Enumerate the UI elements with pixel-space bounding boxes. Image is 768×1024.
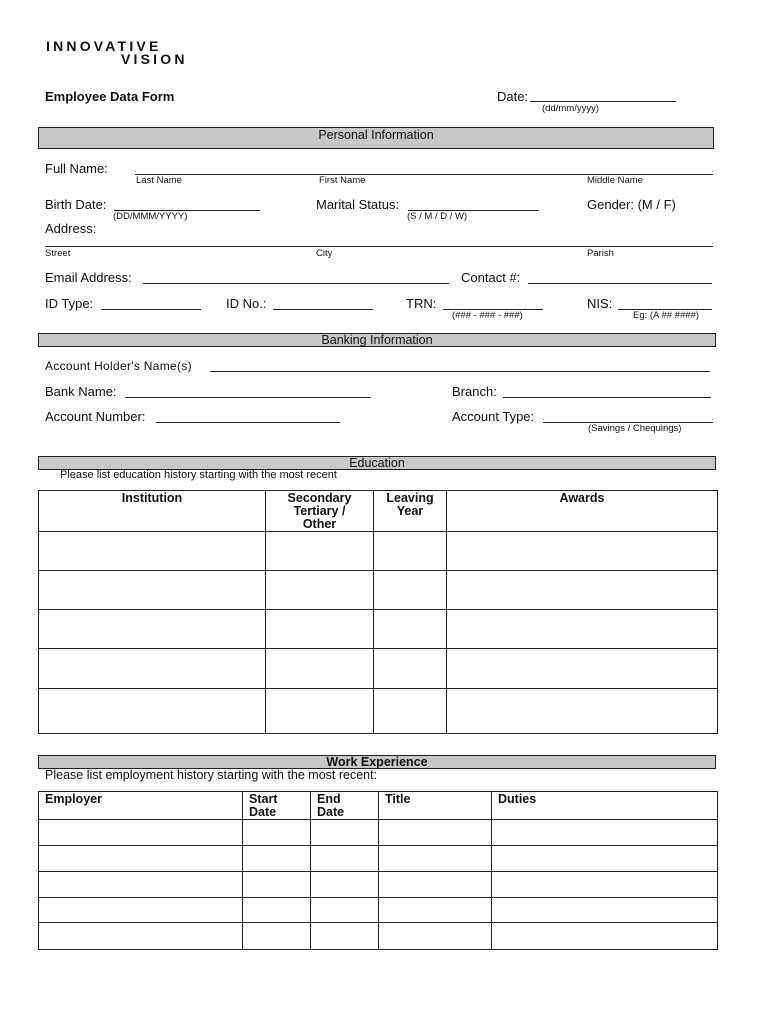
table-cell[interactable] — [492, 923, 718, 950]
education-col-level-line-1: Secondary — [287, 491, 352, 505]
table-row — [39, 649, 718, 689]
account-type-label: Account Type: — [452, 409, 535, 424]
table-cell[interactable] — [379, 923, 492, 950]
table-cell[interactable] — [311, 872, 379, 898]
education-col-institution: Institution — [39, 491, 266, 532]
branch-label: Branch: — [452, 384, 497, 399]
table-cell[interactable] — [374, 649, 447, 689]
table-cell[interactable] — [39, 610, 266, 649]
table-cell[interactable] — [447, 571, 718, 610]
work-instruction: Please list employment history starting with the most recent: — [45, 768, 378, 782]
table-cell[interactable] — [492, 898, 718, 923]
personal-info-header: Personal Information — [38, 127, 714, 149]
table-cell[interactable] — [311, 820, 379, 846]
logo-line-2: VISION — [121, 51, 188, 67]
table-cell[interactable] — [374, 610, 447, 649]
account-number-field[interactable] — [156, 422, 340, 423]
date-label: Date: — [497, 89, 529, 104]
trn-label: TRN: — [406, 296, 437, 311]
work-col-start-line-2: Date — [249, 805, 277, 819]
table-cell[interactable] — [39, 820, 243, 846]
work-col-end-date — [311, 792, 379, 820]
table-cell[interactable] — [374, 532, 447, 571]
table-cell[interactable] — [39, 923, 243, 950]
table-cell[interactable] — [492, 872, 718, 898]
table-row — [39, 820, 718, 846]
email-field[interactable] — [143, 283, 449, 284]
address-field[interactable] — [45, 246, 713, 247]
contact-field[interactable] — [528, 283, 712, 284]
account-holder-label: Account Holder's Name(s) — [45, 359, 192, 373]
table-cell[interactable] — [39, 872, 243, 898]
table-cell[interactable] — [379, 872, 492, 898]
work-col-employer: Employer — [39, 792, 243, 820]
marital-status-label: Marital Status: — [316, 197, 400, 212]
education-col-level — [266, 491, 374, 532]
education-col-level-line-3: Other — [302, 517, 337, 531]
table-cell[interactable] — [311, 846, 379, 872]
table-row — [39, 846, 718, 872]
table-cell[interactable] — [266, 532, 374, 571]
street-hint: Street — [45, 248, 71, 259]
last-name-hint: Last Name — [136, 175, 182, 186]
birth-date-label: Birth Date: — [45, 197, 107, 212]
education-header: Education — [38, 456, 716, 470]
table-cell[interactable] — [39, 571, 266, 610]
middle-name-hint: Middle Name — [587, 175, 643, 186]
parish-hint: Parish — [587, 248, 614, 259]
table-row — [39, 898, 718, 923]
table-cell[interactable] — [243, 846, 311, 872]
work-col-start-line-1: Start — [249, 792, 278, 806]
table-cell[interactable] — [243, 898, 311, 923]
nis-label: NIS: — [587, 296, 613, 311]
account-type-hint: (Savings / Chequings) — [588, 423, 682, 434]
work-col-end-line-1: End — [317, 792, 341, 806]
gender-label[interactable]: Gender: (M / F) — [587, 197, 676, 212]
table-cell[interactable] — [447, 689, 718, 734]
table-cell[interactable] — [492, 846, 718, 872]
form-title: Employee Data Form — [45, 89, 175, 104]
address-label: Address: — [45, 221, 97, 236]
table-row — [39, 532, 718, 571]
id-no-label: ID No.: — [226, 296, 267, 311]
work-col-end-line-2: Date — [317, 805, 345, 819]
education-col-year-line-1: Leaving — [386, 491, 434, 505]
education-col-level-line-2: Tertiary / — [293, 504, 346, 518]
logo-line-1: INNOVATIVE — [46, 38, 162, 54]
bank-name-field[interactable] — [125, 397, 371, 398]
education-col-awards: Awards — [447, 491, 718, 532]
table-cell[interactable] — [39, 846, 243, 872]
table-cell[interactable] — [39, 898, 243, 923]
branch-field[interactable] — [503, 397, 711, 398]
table-cell[interactable] — [379, 846, 492, 872]
table-cell[interactable] — [266, 610, 374, 649]
table-cell[interactable] — [39, 532, 266, 571]
table-cell[interactable] — [374, 571, 447, 610]
table-row — [39, 571, 718, 610]
work-col-duties: Duties — [492, 792, 718, 820]
table-cell[interactable] — [447, 649, 718, 689]
trn-hint: (### - ### - ###) — [452, 310, 523, 321]
table-row — [39, 923, 718, 950]
date-hint: (dd/mm/yyyy) — [542, 103, 599, 114]
marital-status-hint: (S / M / D / W) — [407, 211, 468, 222]
work-col-start-date — [243, 792, 311, 820]
bank-name-label: Bank Name: — [45, 384, 117, 399]
table-cell[interactable] — [243, 872, 311, 898]
education-col-year — [374, 491, 447, 532]
table-cell[interactable] — [243, 820, 311, 846]
table-cell[interactable] — [266, 571, 374, 610]
id-type-field[interactable] — [101, 309, 201, 310]
work-header-row — [39, 792, 718, 820]
date-field[interactable] — [530, 101, 676, 102]
id-type-label: ID Type: — [45, 296, 94, 311]
full-name-label: Full Name: — [45, 161, 108, 176]
table-cell[interactable] — [39, 689, 266, 734]
banking-info-header: Banking Information — [38, 333, 716, 347]
table-cell[interactable] — [243, 923, 311, 950]
first-name-hint: First Name — [319, 175, 366, 186]
work-col-title: Title — [379, 792, 492, 820]
birth-date-hint: (DD/MMM/YYYY) — [113, 211, 188, 222]
table-cell[interactable] — [379, 820, 492, 846]
table-cell[interactable] — [311, 923, 379, 950]
work-table — [38, 791, 718, 950]
table-row — [39, 689, 718, 734]
table-row — [39, 610, 718, 649]
education-instruction: Please list education history starting with the most recent — [60, 469, 337, 481]
id-no-field[interactable] — [273, 309, 373, 310]
table-cell[interactable] — [374, 689, 447, 734]
table-cell[interactable] — [39, 649, 266, 689]
table-cell[interactable] — [379, 898, 492, 923]
city-hint: City — [316, 248, 333, 259]
contact-label: Contact #: — [461, 270, 521, 285]
table-cell[interactable] — [447, 610, 718, 649]
account-number-label: Account Number: — [45, 409, 146, 424]
education-header-row — [39, 491, 718, 532]
work-experience-header: Work Experience — [38, 755, 716, 769]
table-cell[interactable] — [311, 898, 379, 923]
education-col-year-line-2: Year — [396, 504, 424, 518]
account-holder-field[interactable] — [210, 371, 710, 372]
table-cell[interactable] — [447, 532, 718, 571]
email-label: Email Address: — [45, 270, 132, 285]
table-row — [39, 872, 718, 898]
nis-hint: Eg: (A ## ####) — [633, 310, 700, 321]
table-cell[interactable] — [492, 820, 718, 846]
table-cell[interactable] — [266, 649, 374, 689]
education-table — [38, 490, 718, 734]
table-cell[interactable] — [266, 689, 374, 734]
